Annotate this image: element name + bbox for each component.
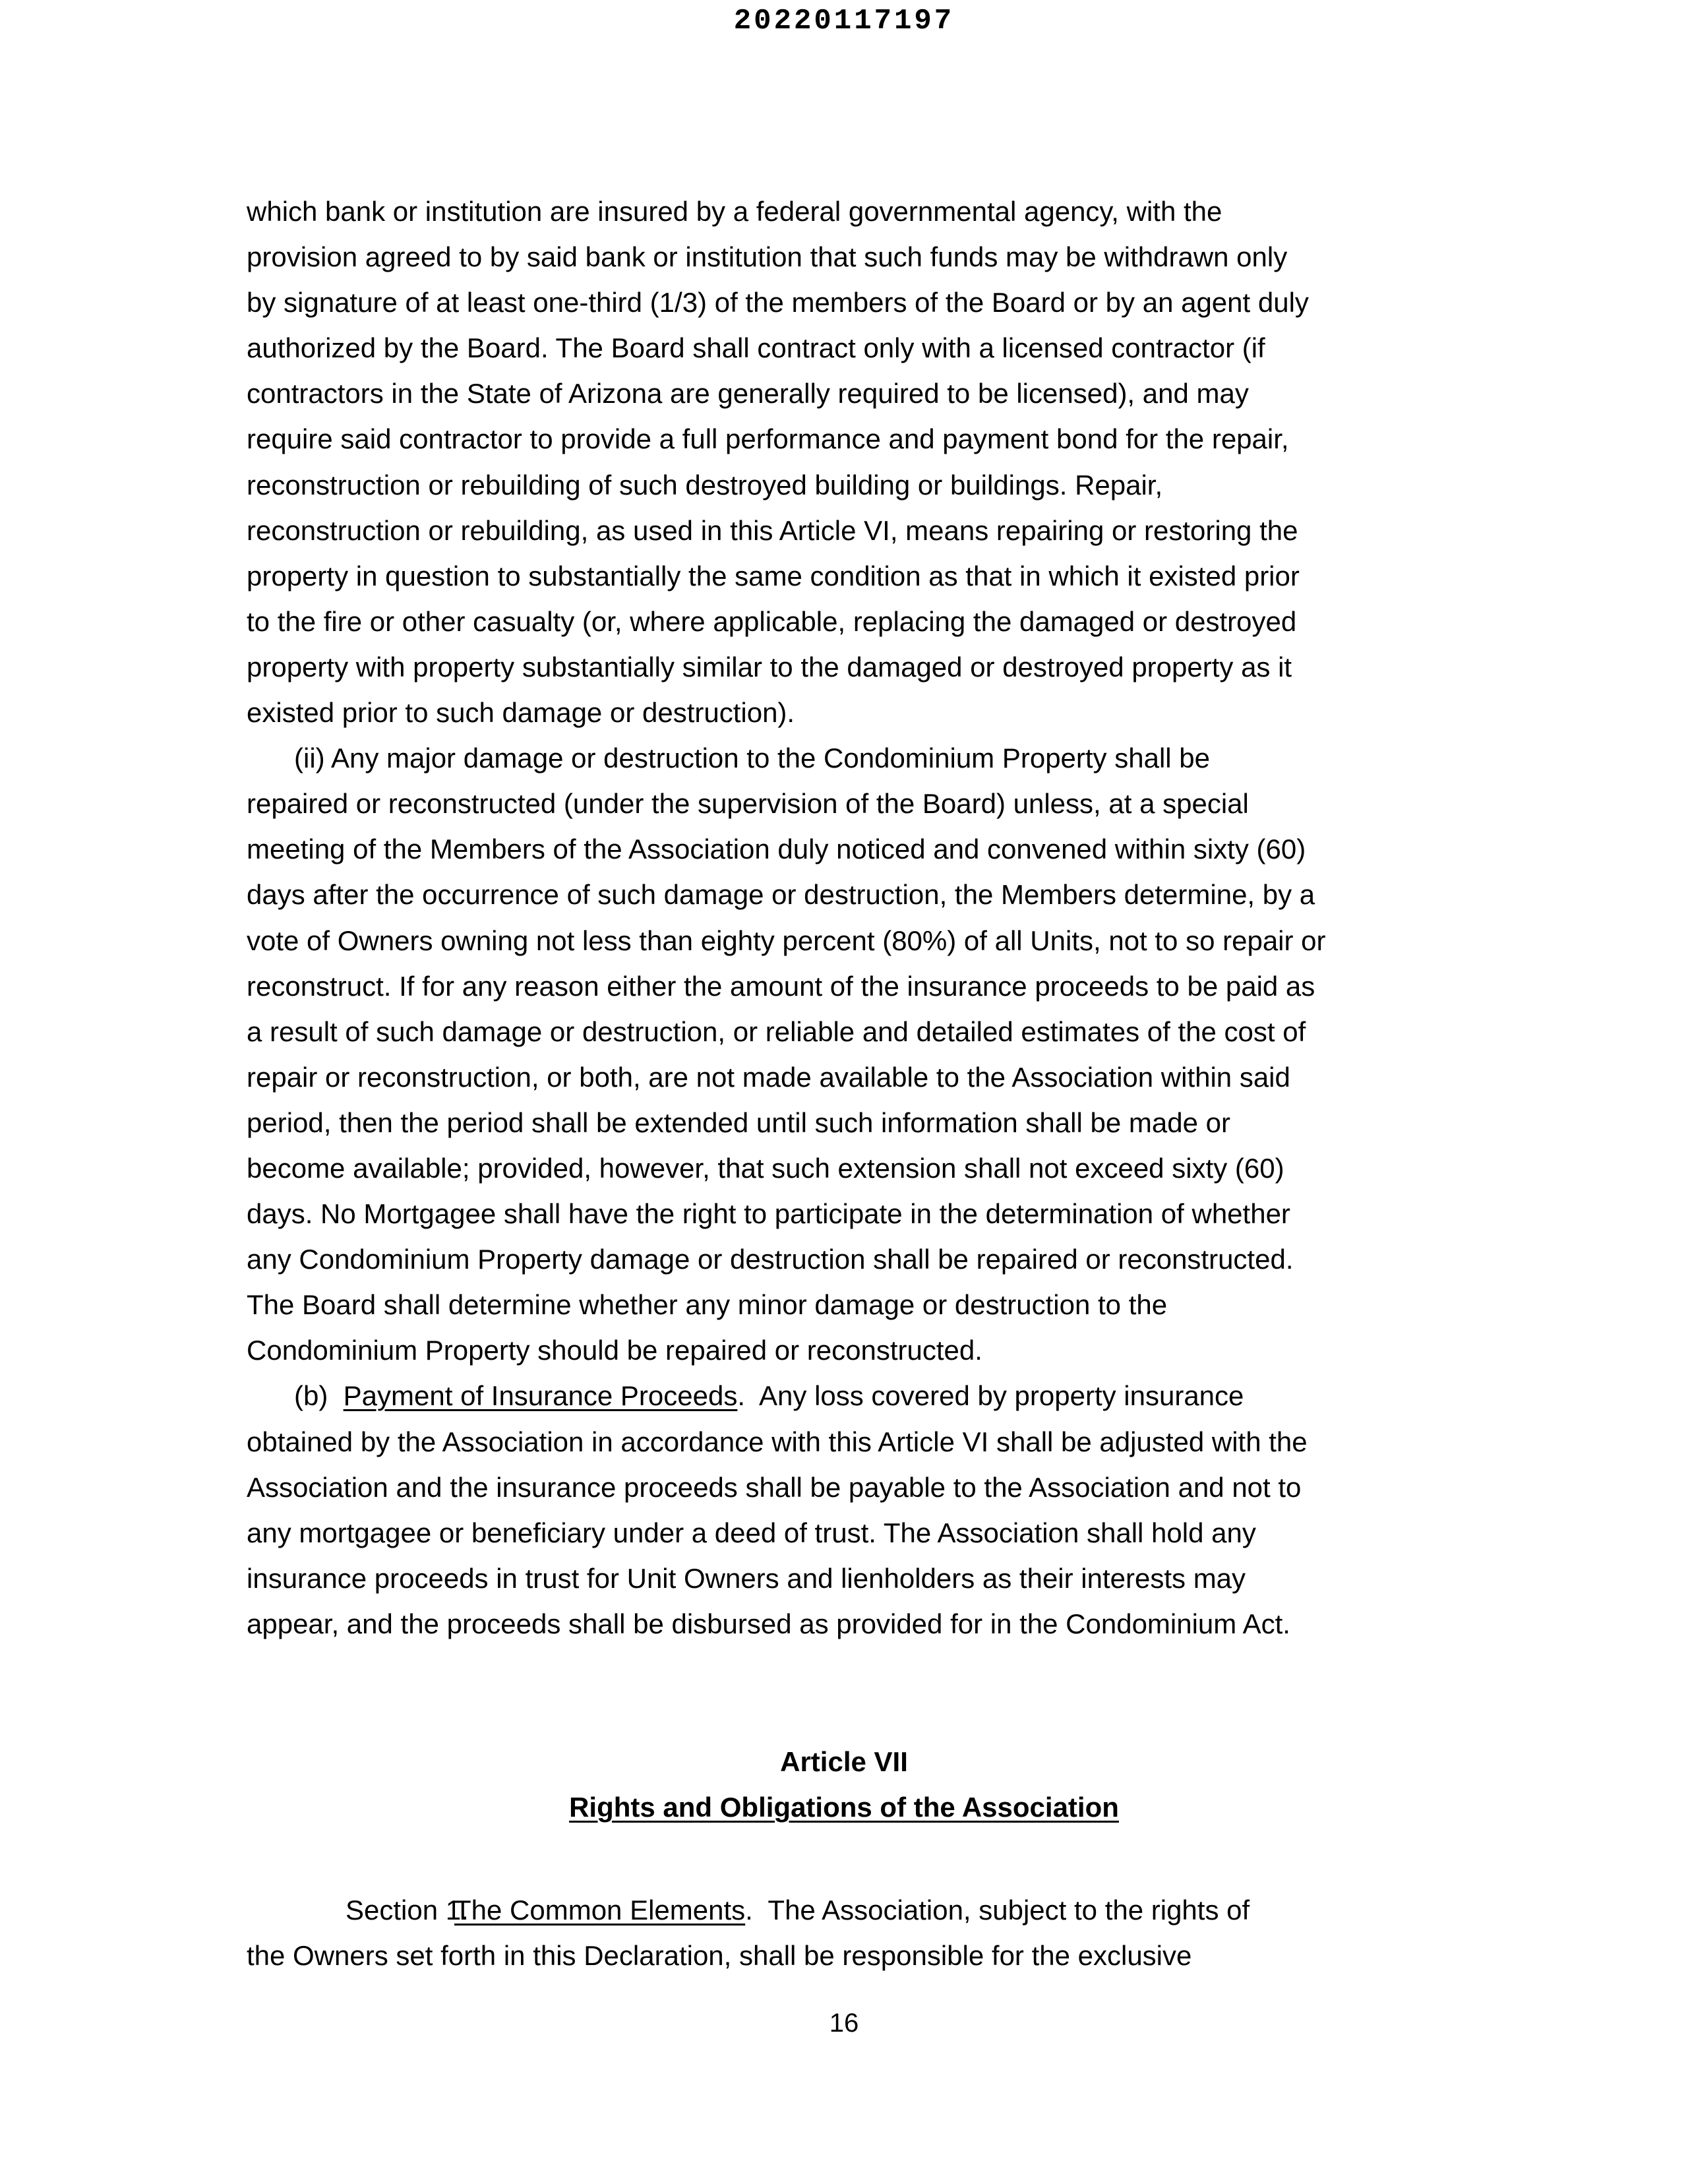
body-line: period, then the period shall be extended until such information shall be made or: [247, 1107, 1230, 1138]
body-line: the Owners set forth in this Declaration, shall be responsible for the exclusive: [247, 1940, 1192, 1972]
body-line: property in question to substantially the same condition as that in which it existed prior: [247, 560, 1300, 592]
paragraph-b-first-line-rest: . Any loss covered by property insurance: [737, 1380, 1244, 1412]
body-line: meeting of the Members of the Association duly noticed and convened within sixty (60): [247, 834, 1306, 865]
body-line: provision agreed to by said bank or institution that such funds may be withdrawn only: [247, 241, 1288, 273]
body-line: Condominium Property should be repaired or reconstructed.: [247, 1335, 982, 1366]
body-line: authorized by the Board. The Board shall contract only with a licensed contractor (if: [247, 332, 1265, 364]
body-line: property with property substantially similar to the damaged or destroyed property as it: [247, 651, 1292, 682]
body-line: become available; provided, however, that such extension shall not exceed sixty (60): [247, 1152, 1284, 1184]
body-line: contractors in the State of Arizona are generally required to be licensed), and may: [247, 378, 1249, 410]
body-line: reconstruct. If for any reason either the amount of the insurance proceeds to be paid as: [247, 970, 1315, 1002]
body-line: require said contractor to provide a full performance and payment bond for the repair,: [247, 423, 1289, 455]
body-line: any mortgagee or beneficiary under a deed of trust. The Association shall hold any: [247, 1517, 1256, 1548]
body-line: The Board shall determine whether any minor damage or destruction to the: [247, 1289, 1168, 1321]
document-body: [247, 189, 1453, 1647]
document-number: 20220117197: [733, 5, 955, 38]
body-line: obtained by the Association in accordance with this Article VI shall be adjusted with the: [247, 1426, 1308, 1457]
section-label: Section 1.: [346, 1895, 469, 1926]
page-number: 16: [829, 2009, 859, 2038]
body-line: reconstruction or rebuilding of such destroyed building or buildings. Repair,: [247, 469, 1163, 501]
body-line: reconstruction or rebuilding, as used in this Article VI, means repairing or restoring the: [247, 514, 1298, 546]
section-title: The Common Elements: [454, 1895, 746, 1926]
body-line: by signature of at least one-third (1/3) of the members of the Board or by an agent duly: [247, 287, 1309, 318]
section-1-first-line-rest: . The Association, subject to the rights of: [745, 1895, 1250, 1926]
section-1-first-line: [247, 1887, 1453, 1933]
body-line: Association and the insurance proceeds shall be payable to the Association and not to: [247, 1471, 1302, 1503]
body-line: repaired or reconstructed (under the supervision of the Board) unless, at a special: [247, 788, 1249, 820]
body-line: days after the occurrence of such damage or destruction, the Members determine, by a: [247, 879, 1315, 911]
article-number: Article VII: [780, 1746, 908, 1777]
body-line: vote of Owners owning not less than eighty percent (80%) of all Units, not to so repair or: [247, 925, 1326, 956]
body-line: any Condominium Property damage or destruction shall be repaired or reconstructed.: [247, 1244, 1294, 1275]
body-line: a result of such damage or destruction, or reliable and detailed estimates of the cost of: [247, 1016, 1306, 1047]
body-line: days. No Mortgagee shall have the right to participate in the determination of whether: [247, 1198, 1290, 1230]
paragraph-ii-first-line: (ii) Any major damage or destruction to the Condominium Property shall be: [294, 743, 1210, 774]
section-1: [247, 1887, 1453, 1978]
body-line: repair or reconstruction, or both, are not made available to the Association within said: [247, 1061, 1290, 1093]
paragraph-b-prefix: (b): [294, 1380, 344, 1412]
paragraph-b-first-line: [247, 1373, 1453, 1418]
body-line: insurance proceeds in trust for Unit Owners and lienholders as their interests may: [247, 1562, 1246, 1594]
body-line: existed prior to such damage or destruction).: [247, 697, 795, 729]
body-line: to the fire or other casualty (or, where applicable, replacing the damaged or destroyed: [247, 605, 1297, 637]
body-line: appear, and the proceeds shall be disbursed as provided for in the Condominium Act.: [247, 1608, 1290, 1639]
article-title-text: Rights and Obligations of the Association: [569, 1792, 1119, 1823]
article-title: [0, 1788, 1688, 1827]
body-line: which bank or institution are insured by a federal governmental agency, with the: [247, 196, 1222, 227]
paragraph-b-title: Payment of Insurance Proceeds: [343, 1380, 738, 1412]
